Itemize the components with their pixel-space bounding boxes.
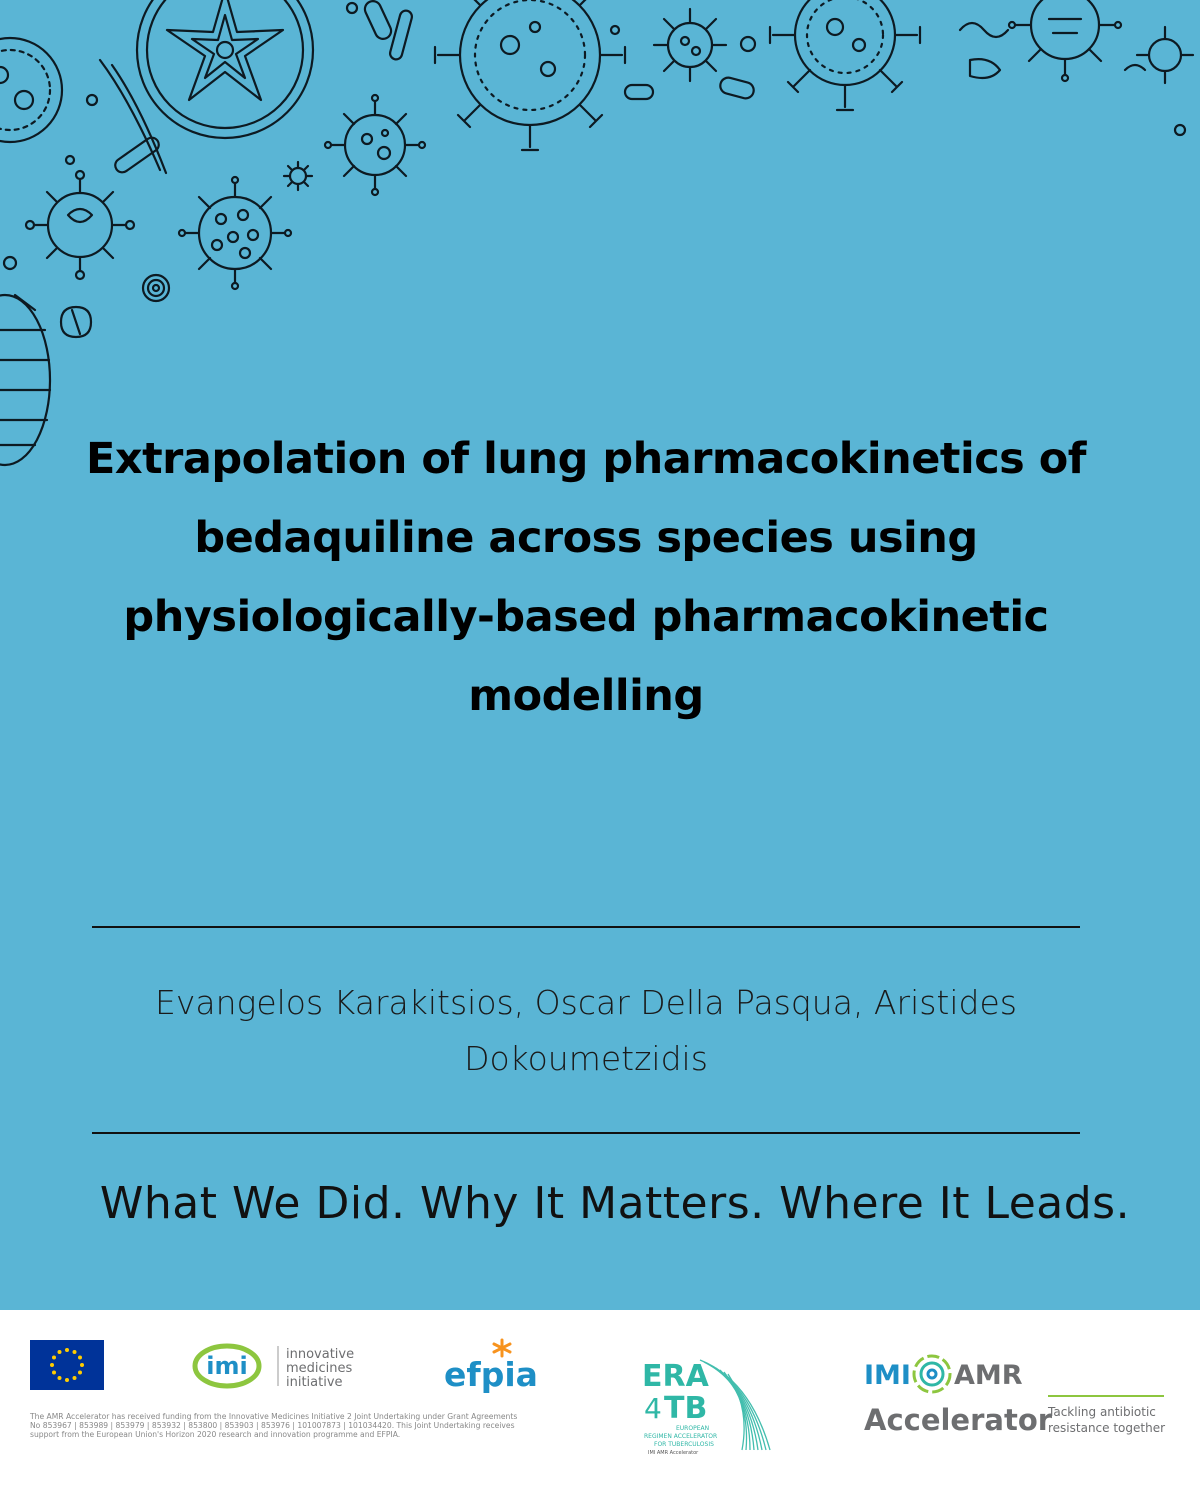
imi-amr-accelerator-logo: [862, 1350, 1182, 1440]
era-number: 4: [644, 1392, 662, 1425]
particle-right: [1175, 125, 1185, 135]
authors-line: Evangelos Karakitsios, Oscar Della Pasqua, Aristides: [155, 983, 1017, 1022]
virus-medium-1: [325, 95, 425, 195]
imi-line1: innovative: [286, 1347, 355, 1362]
virus-medium-2: [26, 171, 134, 279]
title-line: modelling: [468, 671, 704, 721]
amr-text: AMR: [954, 1360, 1023, 1391]
accelerator-text: Accelerator: [864, 1403, 1053, 1437]
amr-swirl-icon: [914, 1356, 950, 1392]
title-line: physiologically-based pharmacokinetic: [123, 592, 1049, 642]
imi-logo: [192, 1338, 382, 1394]
tagline: What We Did. Why It Matters. Where It Leads.: [99, 1178, 1131, 1229]
era-sub4: IMI AMR Accelerator: [648, 1450, 699, 1456]
cell-concentric: [143, 275, 169, 301]
era-sub2: REGIMEN ACCELERATOR: [644, 1433, 718, 1440]
virus-right-2: [1009, 0, 1121, 81]
virus-large-left: [0, 38, 62, 142]
virus-small-1: [284, 162, 312, 190]
author-list: [92, 975, 1080, 1087]
era-text: ERA: [642, 1359, 709, 1394]
cell-twin: [61, 307, 91, 337]
divider-top: [92, 926, 1080, 928]
amr-tagline2: resistance together: [1048, 1421, 1166, 1435]
authors-line: Dokoumetzidis: [464, 1039, 708, 1078]
imi-mark: imi: [206, 1352, 248, 1380]
footer: [0, 1310, 1200, 1500]
cell-segmented: [0, 290, 50, 465]
era4tb-logo: [640, 1350, 780, 1462]
microbe-illustration: [0, 0, 1200, 470]
funding-disclaimer: The AMR Accelerator has received funding from the Innovative Medicines Initiative 2 Joint Undertaking under Grant Agreements No 853967 | 853989 | 853979 | 853932 | 853800 | 853903 | 853976 | 101007873 | 101034420. This Joint Undertaking receives support from the European Union's Horizon 2020 research and innovation programme and EFPIA.: [30, 1412, 518, 1439]
virus-dotted: [179, 177, 291, 289]
title-line: Extrapolation of lung pharmacokinetics of: [86, 434, 1086, 484]
virus-right-1: [654, 9, 726, 81]
eu-flag-logo: [30, 1340, 104, 1390]
particles-small: [4, 3, 755, 269]
era-sub3: FOR TUBERCULOSIS: [654, 1441, 714, 1448]
era-sub1: EUROPEAN: [676, 1425, 710, 1432]
virus-spiky-center: [435, 0, 625, 150]
amr-tagline1: Tackling antibiotic: [1048, 1405, 1156, 1419]
cell-star-pattern: [137, 0, 313, 138]
imi-line2: medicines: [286, 1361, 353, 1376]
virus-right-3: [1137, 27, 1193, 83]
title-line: bedaquiline across species using: [194, 513, 978, 563]
efpia-wordmark: efpia: [444, 1355, 538, 1394]
virus-right-large: [770, 0, 920, 110]
bacteria-squiggle: [960, 23, 1145, 78]
efpia-logo: [440, 1336, 540, 1396]
amr-imi-text: IMI: [864, 1360, 911, 1391]
divider-bottom: [92, 1132, 1080, 1134]
poster-title: [80, 420, 1092, 736]
imi-line3: initiative: [286, 1375, 343, 1390]
tb-text: TB: [664, 1391, 708, 1426]
efpia-asterisk-icon: [494, 1340, 510, 1356]
bacteria-rods: [100, 0, 755, 175]
